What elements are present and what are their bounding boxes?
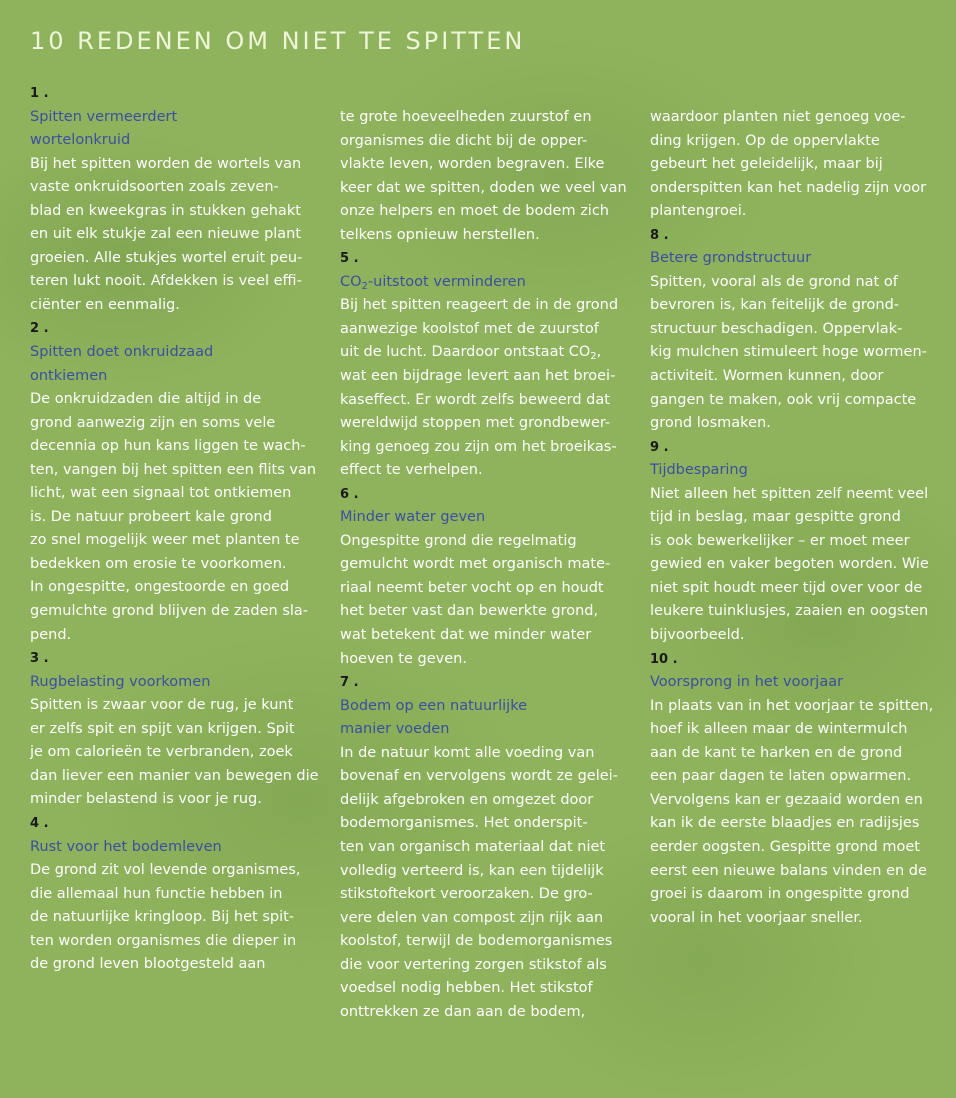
section-heading: Spitten vermeerdert [30, 108, 178, 125]
section-number: 8 . [650, 227, 669, 243]
body-text-line: vaste onkruidsoorten zoals zeven- [30, 179, 279, 196]
body-text-line: Bij het spitten reageert de in de grond [340, 297, 619, 314]
body-text-line: koolstof, terwijl de bodemorganismes [340, 933, 613, 950]
text-column-2 [340, 106, 640, 1024]
body-text-line: In de natuur komt alle voeding van [340, 744, 595, 761]
body-text-line: waardoor planten niet genoeg voe- [650, 109, 906, 125]
section-number: 3 . [30, 651, 49, 667]
body-text-line: er zelfs spit en spijt van krijgen. Spit [30, 720, 295, 737]
body-text-line: aanwezige koolstof met de zuurstof [340, 320, 599, 337]
section-number: 7 . [340, 675, 359, 691]
body-text-line: Spitten is zwaar voor de rug, je kunt [30, 697, 294, 714]
body-text-line: organismes die dicht bij de opper- [340, 132, 588, 149]
body-text-line: In plaats van in het voorjaar te spitten, [650, 697, 934, 714]
body-text-line: de natuurlijke kringloop. Bij het spit- [30, 909, 295, 926]
text-segment: uit de lucht. Daardoor ontstaat CO [340, 344, 591, 361]
section-number: 4 . [30, 815, 49, 831]
section-heading: Betere grondstructuur [650, 250, 812, 267]
body-text-line: activiteit. Wormen kunnen, door [650, 368, 884, 385]
body-text-line: plantengroei. [650, 203, 747, 220]
body-text-line: gemulcht wordt met organisch mate- [340, 556, 611, 573]
section-heading: Tijdbesparing [650, 462, 748, 479]
body-text-line: grond aanwezig zijn en soms vele [30, 414, 276, 431]
body-text-line: die voor vertering zorgen stikstof als [340, 956, 607, 973]
body-text-line: stikstoftekort veroorzaken. De gro- [340, 886, 593, 903]
section-heading: Bodem op een natuurlijke [340, 697, 527, 714]
body-text-line: ten, vangen bij het spitten een flits van [30, 461, 317, 478]
body-text-line: eerst een nieuwe balans vinden en de [650, 862, 927, 879]
text-segment: , [596, 344, 602, 361]
body-text-line: blad en kweekgras in stukken gehakt [30, 202, 301, 219]
body-text-line: pend. [30, 626, 72, 643]
body-text-line: en uit elk stukje zal een nieuwe plant [30, 226, 302, 243]
body-text-line: Spitten, vooral als de grond nat of [650, 273, 898, 290]
body-text-line: gangen te maken, ook vrij compacte [650, 391, 917, 408]
text-segment: -uitstoot verminderen [367, 273, 526, 290]
body-text-line: riaal neemt beter vocht op en houdt [340, 579, 604, 596]
body-text-line: gebeurt het geleidelijk, maar bij [650, 156, 883, 173]
body-text-line: zo snel mogelijk weer met planten te [30, 532, 300, 549]
body-text-line: Niet alleen het spitten zelf neemt veel [650, 485, 929, 502]
body-text-line: hoeven te geven. [340, 650, 467, 667]
body-text-line: grond losmaken. [650, 415, 771, 432]
body-text-line: kaseffect. Er wordt zelfs beweerd dat [340, 391, 610, 408]
body-text-line: het beter vast dan bewerkte grond, [340, 603, 599, 620]
body-text-line: dan liever een manier van bewegen die [30, 767, 319, 784]
section-heading: Voorsprong in het voorjaar [650, 674, 844, 691]
body-text-line: groeien. Alle stukjes wortel eruit peu- [30, 249, 303, 266]
subscript: 2 [361, 280, 368, 292]
body-text-line: teren lukt nooit. Afdekken is veel effi- [30, 273, 302, 290]
section-number: 6 . [340, 486, 359, 502]
body-text-line: Ongespitte grond die regelmatig [340, 532, 577, 549]
body-text-line: ding krijgen. Op de oppervlakte [650, 132, 880, 149]
section-heading: Rugbelasting voorkomen [30, 673, 211, 690]
body-text-line: te grote hoeveelheden zuurstof en [340, 109, 592, 125]
body-text-line: onderspitten kan het nadelig zijn voor [650, 179, 927, 196]
section-heading: ontkiemen [30, 367, 108, 384]
body-text-line: bodemorganismes. Het onderspit- [340, 815, 588, 832]
body-text-line: een paar dagen te laten opwarmen. [650, 768, 912, 785]
body-text-line: hoef ik alleen maar de wintermulch [650, 721, 908, 738]
body-text-line: keer dat we spitten, doden we veel van [340, 179, 627, 196]
body-text-line: vooral in het voorjaar sneller. [650, 909, 863, 926]
section-heading: manier voeden [340, 721, 450, 738]
section-heading: Spitten doet onkruidzaad [30, 344, 214, 361]
section-number: 2 . [30, 321, 49, 337]
body-text-line: telkens opnieuw herstellen. [340, 226, 540, 243]
body-text-line: wat een bijdrage levert aan het broei- [340, 368, 616, 385]
section-heading: wortelonkruid [30, 132, 131, 149]
body-text-line: onttrekken ze dan aan de bodem, [340, 1003, 586, 1020]
body-text-line: gemulchte grond blijven de zaden sla- [30, 603, 309, 620]
body-text-line: bovenaf en vervolgens wordt ze gelei- [340, 768, 618, 785]
body-text-line: decennia op hun kans liggen te wach- [30, 438, 306, 455]
subscript: 2 [590, 351, 597, 363]
body-text-line: groei is daarom in ongespitte grond [650, 886, 910, 903]
section-heading: Minder water geven [340, 509, 486, 526]
body-text-line: die allemaal hun functie hebben in [30, 885, 283, 902]
body-text-line: ten worden organismes die dieper in [30, 932, 297, 949]
body-text-line [340, 341, 640, 365]
text-segment: CO [340, 273, 362, 290]
body-text-line: licht, wat een signaal tot ontkiemen [30, 485, 292, 502]
body-text-line: Bij het spitten worden de wortels van [30, 155, 302, 172]
body-text-line: bijvoorbeeld. [650, 627, 745, 644]
body-text-line: is. De natuur probeert kale grond [30, 508, 272, 525]
body-text-line: volledig verteerd is, kan een tijdelijk [340, 862, 604, 879]
body-text-line: ten van organisch materiaal dat niet [340, 838, 606, 855]
body-text-line: voedsel nodig hebben. Het stikstof [340, 980, 593, 997]
body-text-line: bedekken om erosie te voorkomen. [30, 555, 287, 572]
body-text-line: eerder oogsten. Gespitte grond moet [650, 838, 920, 855]
text-column-1 [30, 82, 330, 977]
body-text-line: Vervolgens kan er gezaaid worden en [650, 791, 923, 808]
section-number: 5 . [340, 251, 359, 267]
body-text-line: de grond leven blootgesteld aan [30, 956, 266, 973]
body-text-line: kan ik de eerste blaadjes en radijsjes [650, 815, 920, 832]
body-text-line: kig mulchen stimuleert hoge wormen- [650, 344, 927, 361]
body-text-line: is ook bewerkelijker – er moet meer [650, 532, 910, 549]
body-text-line: vere delen van compost zijn rijk aan [340, 909, 604, 926]
body-text-line: De grond zit vol levende organismes, [30, 862, 301, 879]
page-title: 10 REDENEN OM NIET TE SPITTEN [30, 27, 526, 55]
section-number: 9 . [650, 439, 669, 455]
section-heading: Rust voor het bodemleven [30, 838, 222, 855]
body-text-line: aan de kant te harken en de grond [650, 744, 903, 761]
body-text-line: bevroren is, kan feitelijk de grond- [650, 297, 900, 314]
body-text-line: tijd in beslag, maar gespitte grond [650, 509, 901, 526]
section-heading [340, 271, 640, 295]
section-number: 10 . [650, 651, 678, 667]
body-text-line: minder belastend is voor je rug. [30, 791, 262, 808]
body-text-line: In ongespitte, ongestoorde en goed [30, 579, 290, 596]
body-text-line: De onkruidzaden die altijd in de [30, 391, 262, 408]
body-text-line: leukere tuinklusjes, zaaien en oogsten [650, 603, 929, 620]
body-text-line: je om calorieën te verbranden, zoek [30, 744, 293, 761]
body-text-line: gewied en vaker begoten worden. Wie [650, 556, 929, 573]
body-text-line: effect te verhelpen. [340, 462, 483, 479]
body-text-line: wat betekent dat we minder water [340, 627, 592, 644]
body-text-line: wereldwijd stoppen met grondbewer- [340, 415, 611, 432]
section-number: 1 . [30, 86, 49, 101]
body-text-line: ciënter en eenmalig. [30, 296, 180, 313]
body-text-line: delijk afgebroken en omgezet door [340, 791, 594, 808]
text-column-3 [650, 106, 950, 930]
body-text-line: king genoeg zou zijn om het broeikas- [340, 438, 617, 455]
body-text-line: vlakte leven, worden begraven. Elke [340, 156, 605, 173]
body-text-line: structuur beschadigen. Oppervlak- [650, 320, 903, 337]
body-text-line: onze helpers en moet de bodem zich [340, 203, 609, 220]
body-text-line: niet spit houdt meer tijd over voor de [650, 579, 923, 596]
